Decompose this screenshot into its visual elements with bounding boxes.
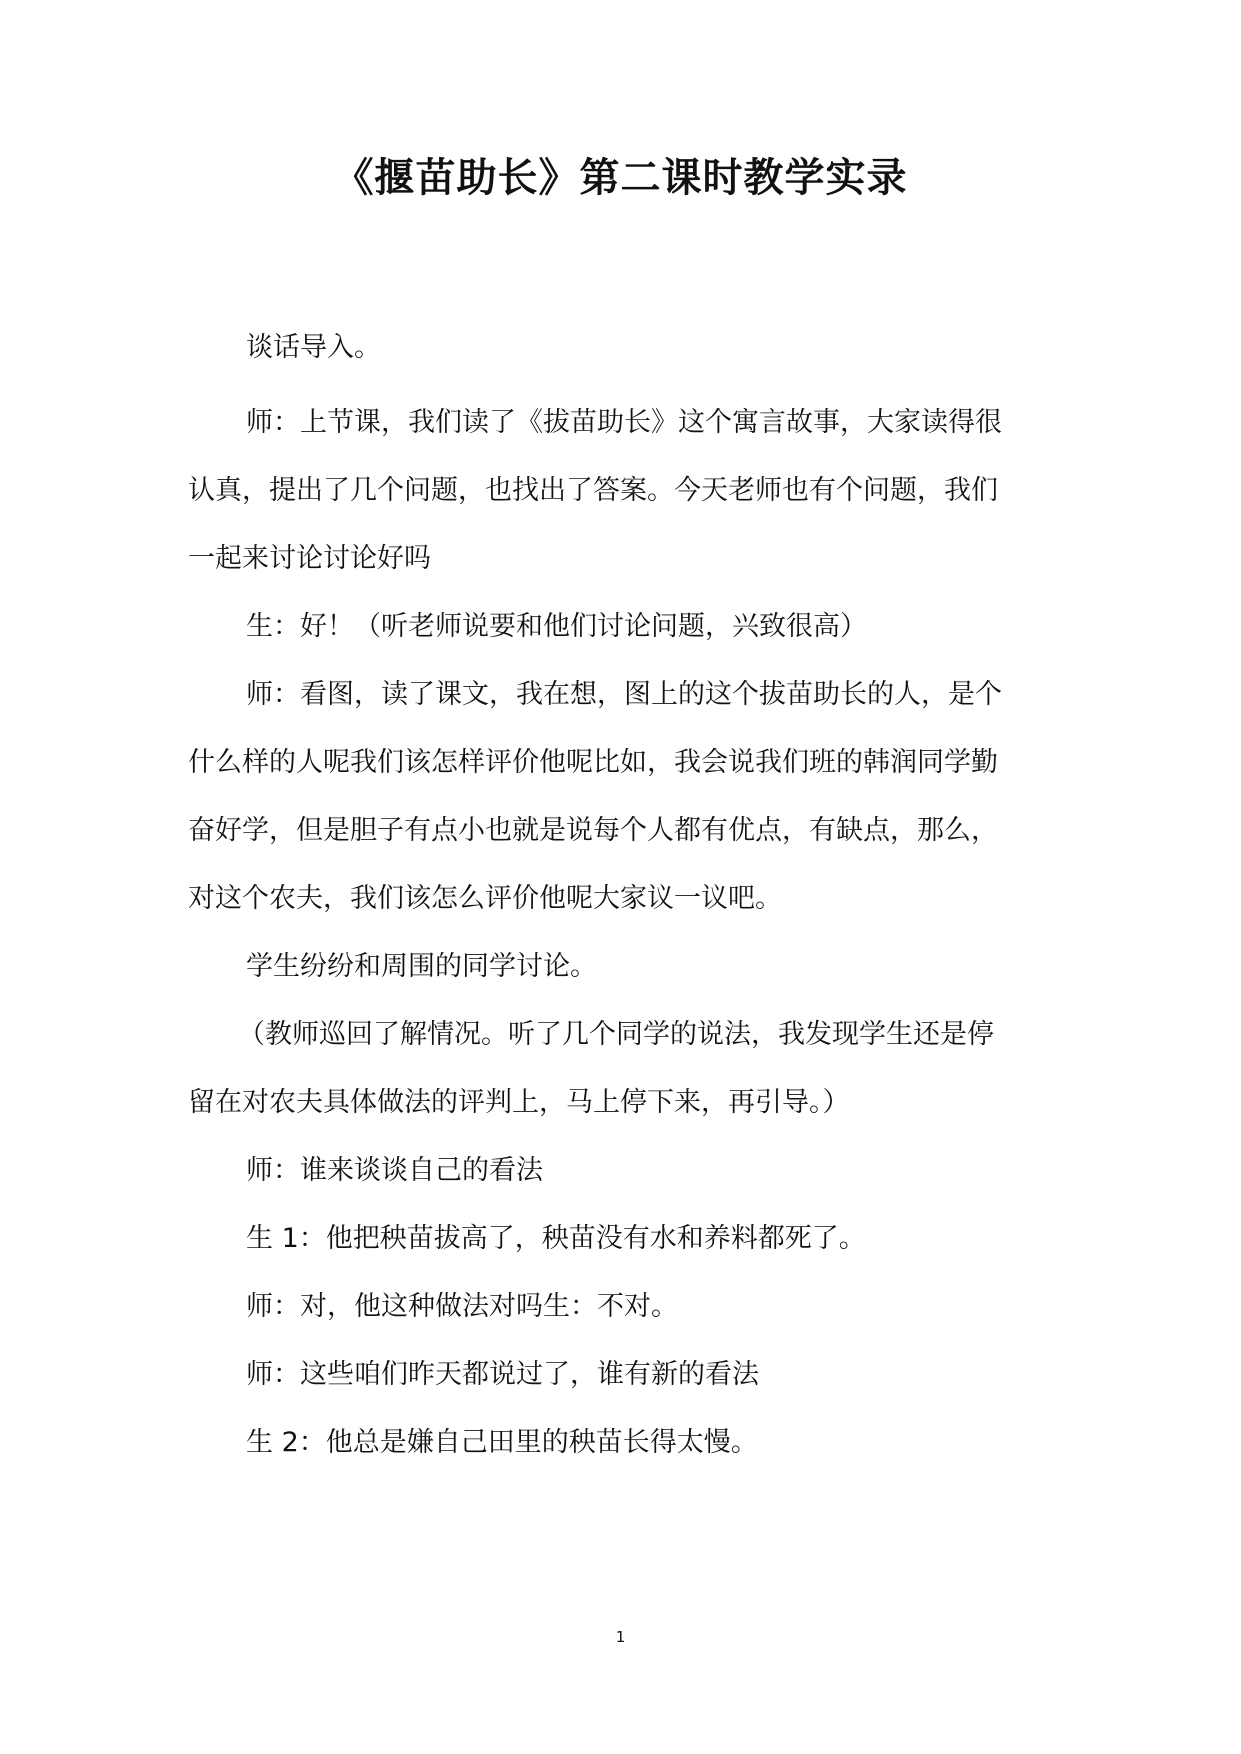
paragraph-line: 认真，提出了几个问题，也找出了答案。今天老师也有个问题，我们 bbox=[188, 475, 998, 506]
paragraph-line: 师：谁来谈谈自己的看法 bbox=[246, 1155, 543, 1186]
paragraph-line: 师：这些咱们昨天都说过了，谁有新的看法 bbox=[246, 1359, 759, 1390]
paragraph-line: 师：对，他这种做法对吗生：不对。 bbox=[246, 1291, 678, 1322]
page-number: 1 bbox=[615, 1628, 626, 1646]
paragraph-line: 对这个农夫，我们该怎么评价他呢大家议一议吧。 bbox=[188, 883, 782, 914]
paragraph-line: 一起来讨论讨论好吗 bbox=[188, 543, 431, 574]
paragraph-line: 生：好！（听老师说要和他们讨论问题，兴致很高） bbox=[246, 611, 867, 642]
paragraph-line: 师：看图，读了课文，我在想，图上的这个拔苗助长的人，是个 bbox=[246, 679, 1002, 710]
paragraph-line: 师：上节课，我们读了《拔苗助长》这个寓言故事，大家读得很 bbox=[246, 407, 1002, 438]
paragraph-line: 生 2：他总是嫌自己田里的秧苗长得太慢。 bbox=[246, 1427, 758, 1458]
paragraph-line: 奋好学，但是胆子有点小也就是说每个人都有优点，有缺点，那么， bbox=[188, 815, 998, 846]
paragraph-line: 什么样的人呢我们该怎样评价他呢比如，我会说我们班的韩润同学勤 bbox=[188, 747, 998, 778]
paragraph-line: 生 1：他把秧苗拔高了，秧苗没有水和养料都死了。 bbox=[246, 1223, 866, 1254]
paragraph-line: 谈话导入。 bbox=[246, 332, 381, 363]
paragraph-line: 学生纷纷和周围的同学讨论。 bbox=[246, 951, 597, 982]
document-title: 《揠苗助长》第二课时教学实录 bbox=[333, 155, 908, 201]
paragraph-line: 留在对农夫具体做法的评判上，马上停下来，再引导。） bbox=[188, 1087, 850, 1118]
paragraph-line: （教师巡回了解情况。听了几个同学的说法，我发现学生还是停 bbox=[238, 1019, 994, 1050]
